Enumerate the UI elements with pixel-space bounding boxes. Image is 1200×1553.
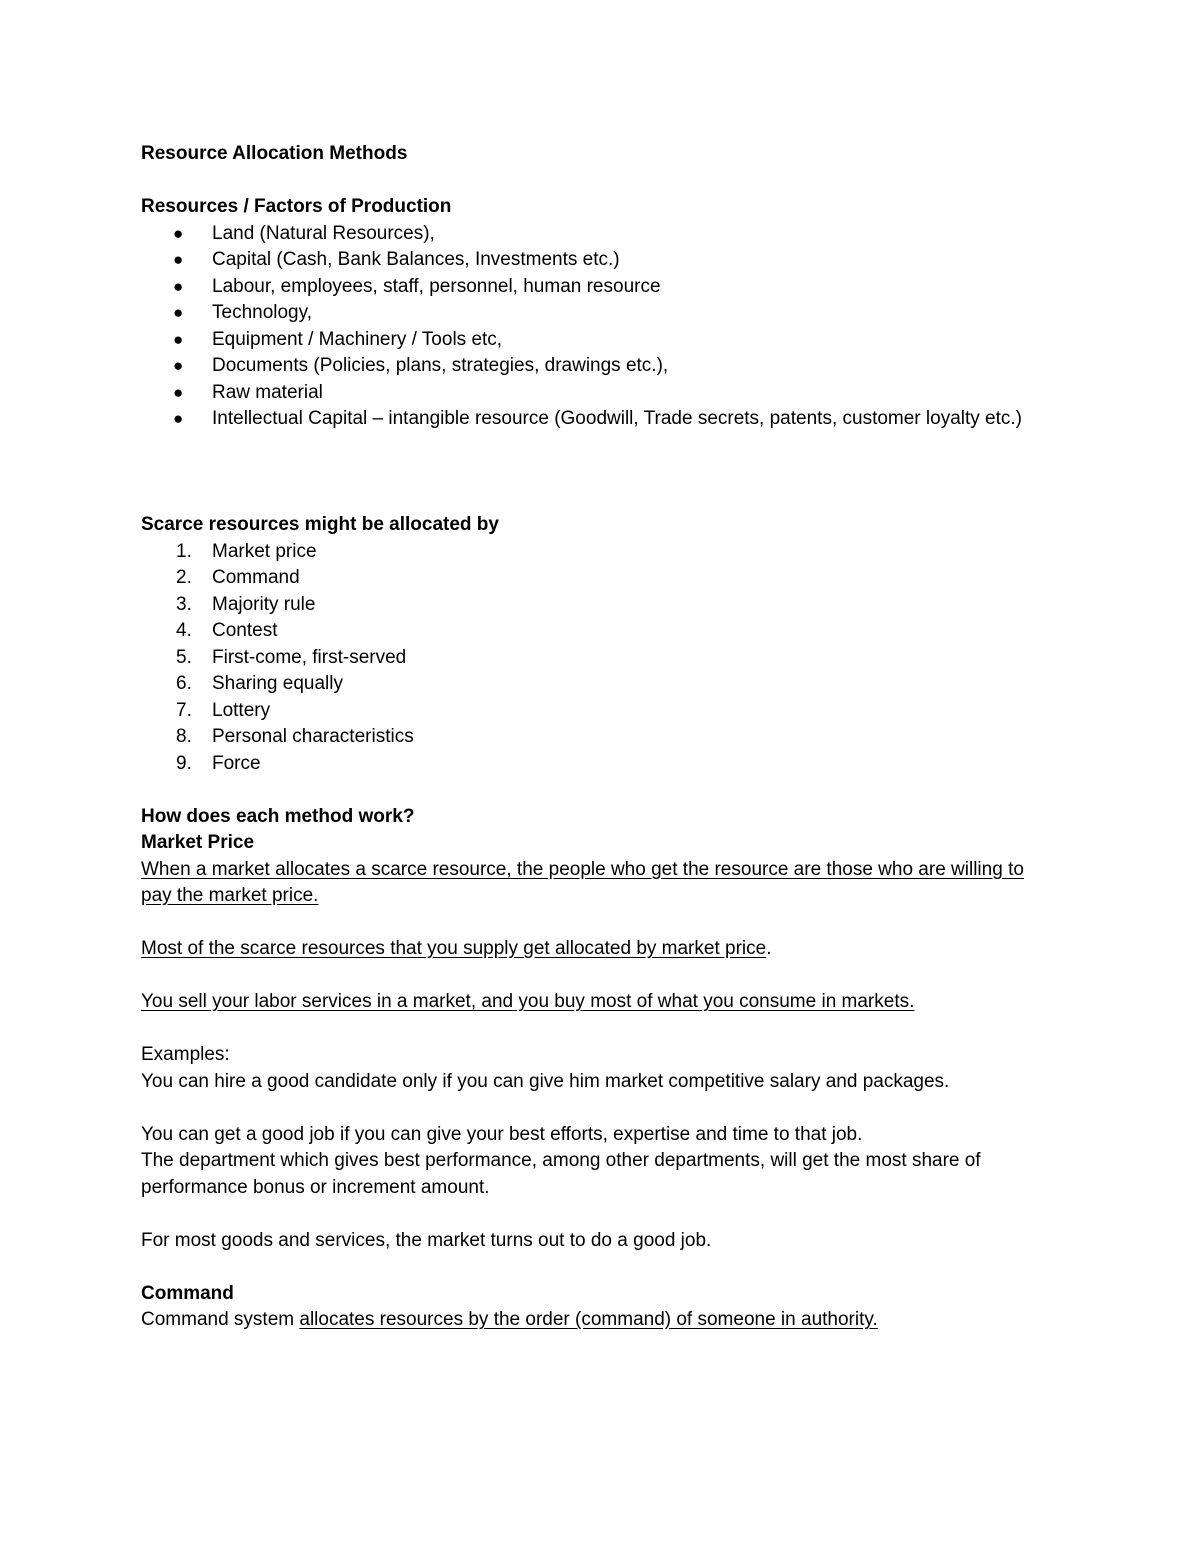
list-item: 9. Force [176, 752, 261, 774]
list-item: 7. Lottery [176, 699, 271, 721]
list-item: ● Land (Natural Resources), [141, 221, 1056, 248]
scarce-heading: Scarce resources might be allocated by [141, 514, 499, 535]
example-2: You can get a good job if you can give your best efforts, expertise and time to that job. [141, 1123, 863, 1145]
list-item: ● Labour, employees, staff, personnel, human resource [141, 274, 1056, 301]
market-paragraph-1: When a market allocates a scarce resource, the people who get the resource are those who are willing to pay the market price. [141, 858, 1024, 906]
examples-label: Examples: [141, 1044, 230, 1065]
bullet-icon: ● [173, 382, 184, 402]
list-item: ● Equipment / Machinery / Tools etc, [141, 327, 1056, 354]
scarce-list [141, 539, 1056, 778]
resources-heading: Resources / Factors of Production [141, 196, 452, 217]
list-item: 4. Contest [176, 620, 278, 641]
list-item: 1. Market price [176, 540, 317, 562]
example-3: The department which gives best performance, among other departments, will get the most share of performance bonus or increment amount. [141, 1150, 981, 1198]
list-item: ● Intellectual Capital – intangible resource (Goodwill, Trade secrets, patents, customer loyalty etc.) [141, 406, 1056, 433]
bullet-icon: ● [173, 250, 184, 269]
list-item: 2. Command [176, 567, 300, 588]
list-item: 6. Sharing equally [176, 673, 343, 694]
resources-list [141, 221, 1056, 433]
document-title: Resource Allocation Methods [141, 143, 408, 164]
command-paragraph: Command system allocates resources by the order (command) of someone in authority. [141, 1309, 878, 1330]
example-1: You can hire a good candidate only if you can give him market competitive salary and packages. [141, 1070, 950, 1092]
list-item: ● Raw material [141, 380, 1056, 407]
bullet-icon: ● [173, 303, 184, 322]
market-conclusion: For most goods and services, the market turns out to do a good job. [141, 1229, 712, 1251]
bullet-icon: ● [173, 329, 184, 349]
bullet-icon: ● [173, 356, 184, 375]
how-heading: How does each method work? [141, 805, 415, 827]
list-item: ● Technology, [141, 300, 1056, 327]
list-item: ● Capital (Cash, Bank Balances, Investments etc.) [141, 247, 1056, 274]
bullet-icon: ● [173, 223, 184, 243]
document-page [141, 141, 1056, 1334]
list-item: 8. Personal characteristics [176, 726, 414, 747]
bullet-icon: ● [173, 409, 184, 428]
market-paragraph-3: You sell your labor services in a market, and you buy most of what you consume in markets. [141, 991, 915, 1012]
market-price-heading: Market Price [141, 832, 255, 853]
list-item: 3. Majority rule [176, 593, 316, 615]
bullet-icon: ● [173, 276, 184, 296]
command-heading: Command [141, 1282, 234, 1304]
list-item: ● Documents (Policies, plans, strategies, drawings etc.), [141, 353, 1056, 380]
market-paragraph-2: Most of the scarce resources that you supply get allocated by market price. [141, 938, 772, 959]
list-item: 5. First-come, first-served [176, 646, 407, 668]
